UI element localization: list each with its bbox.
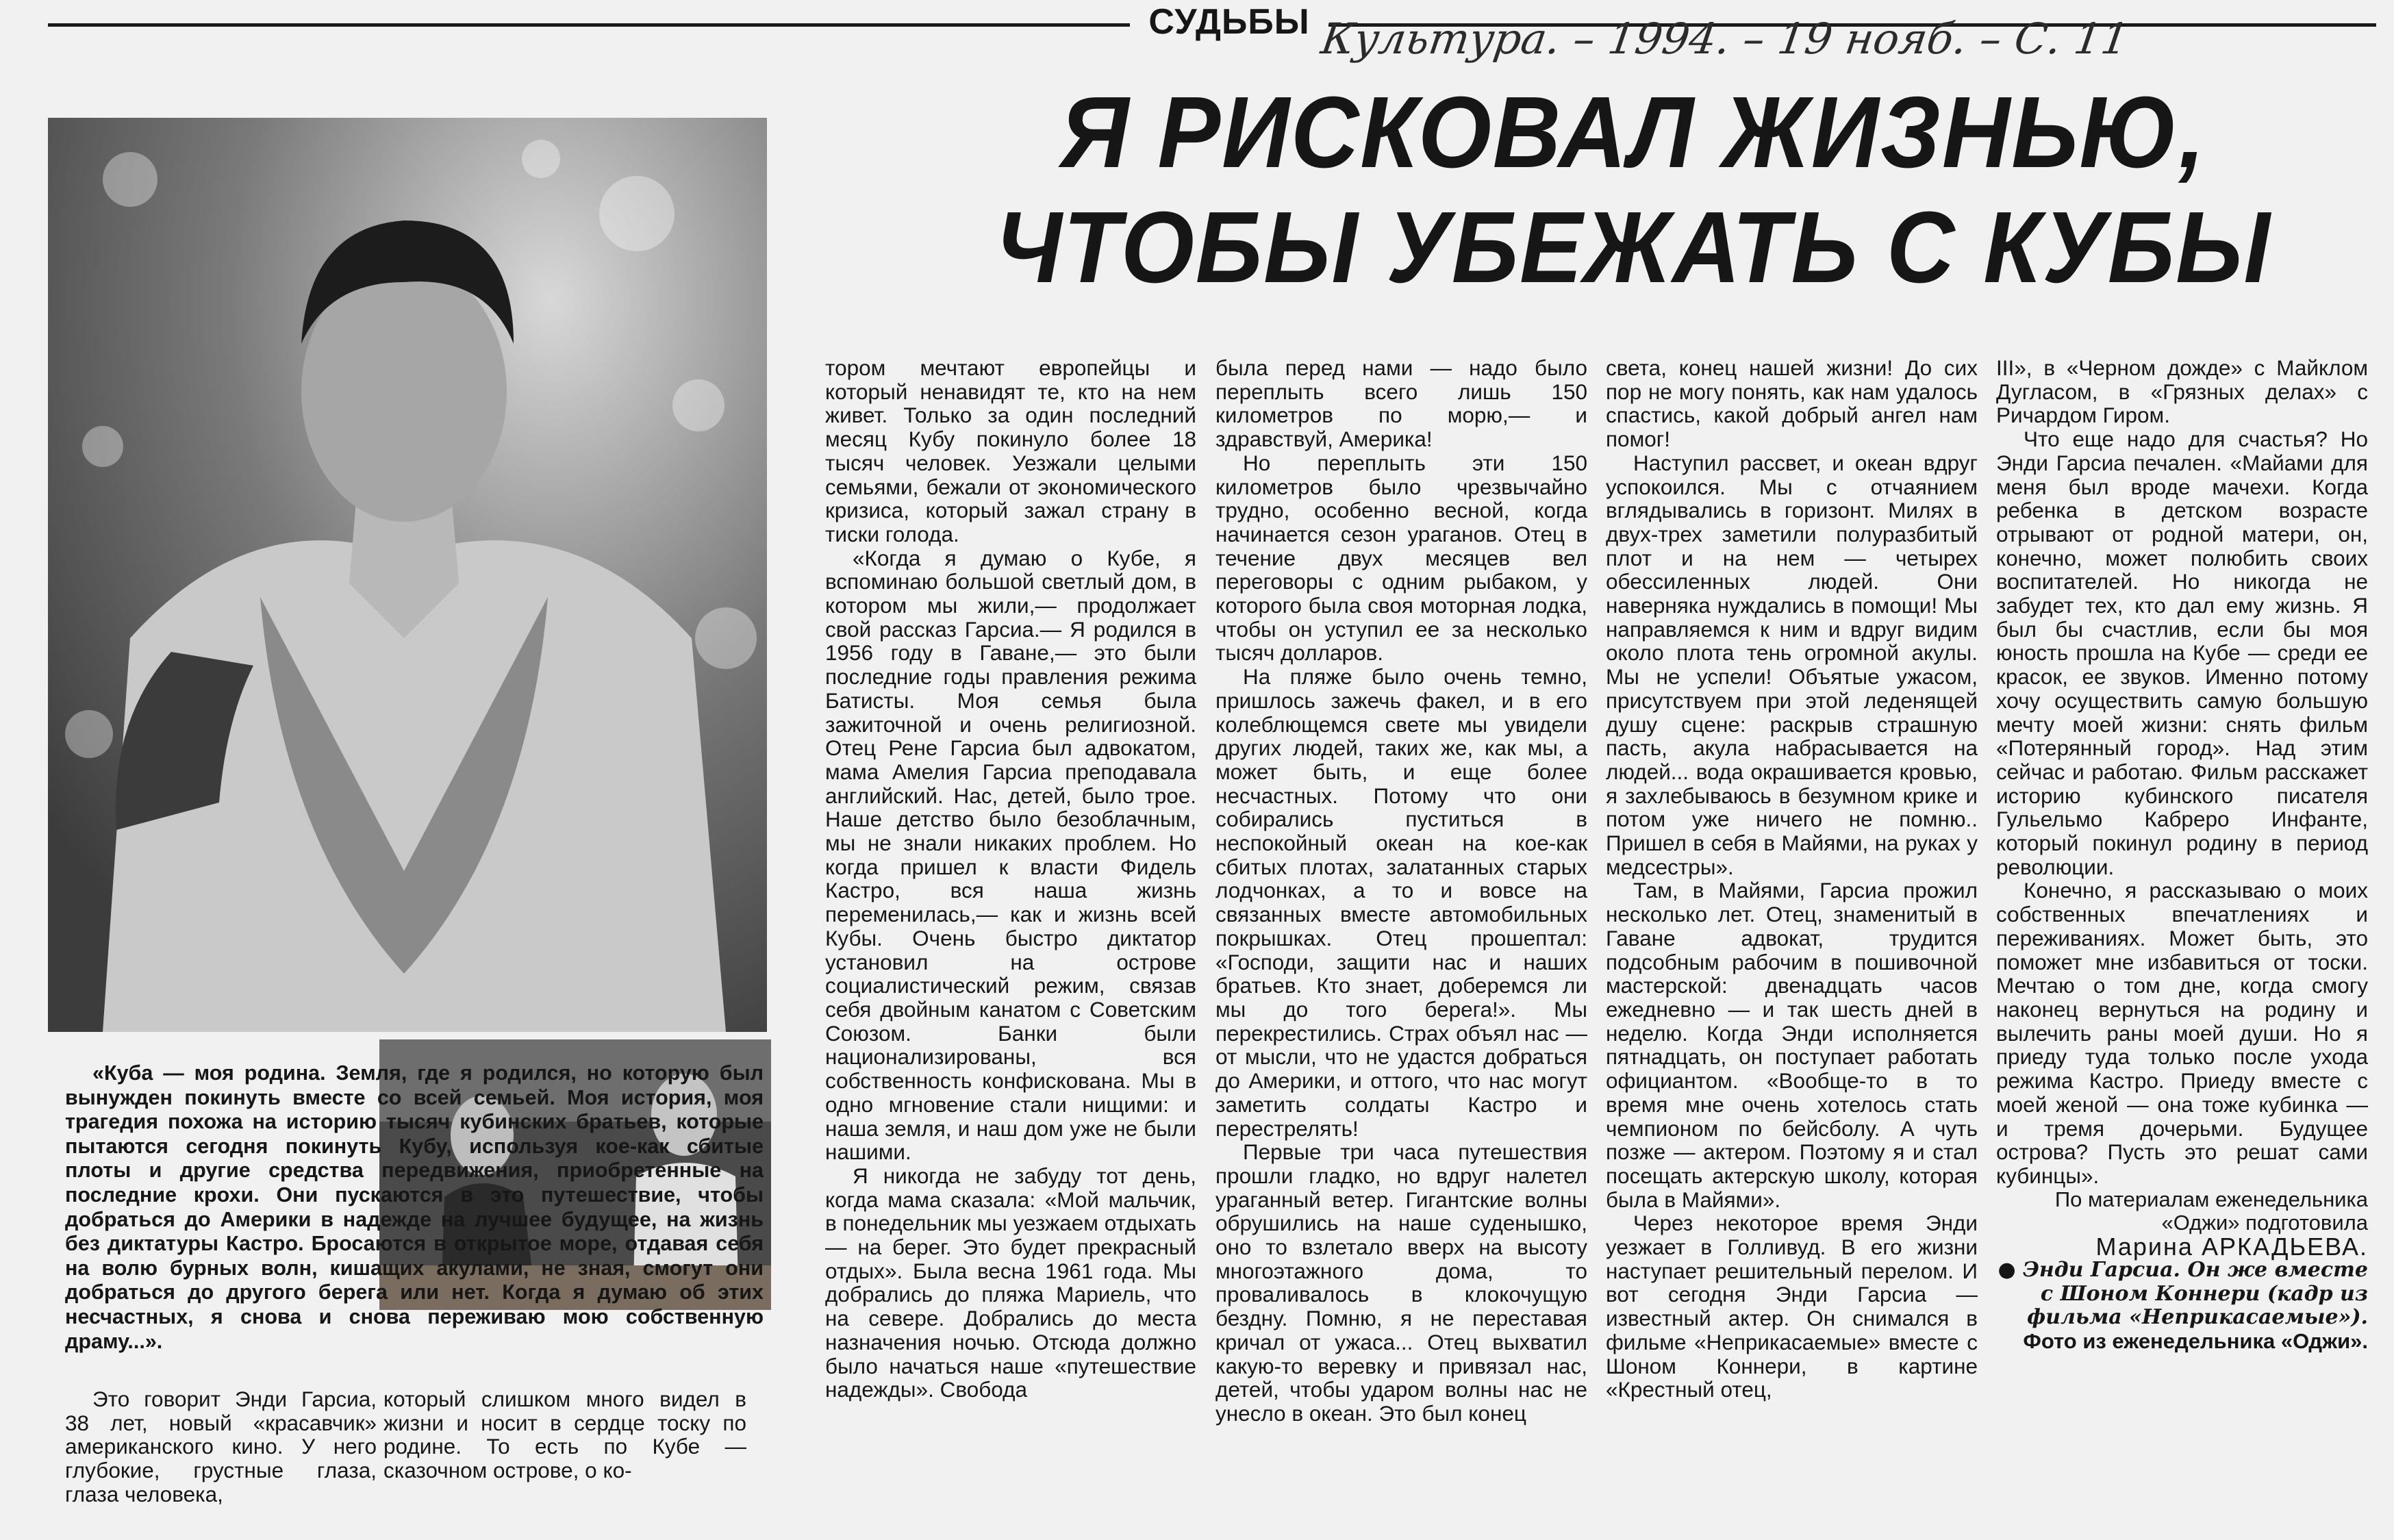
- lead-quote: «Куба — моя родина. Земля, где я родился, но которую был вынужден покинуть вместе со всей семьей. Моя история, моя трагедия похожа на историю тысяч кубинских братьев, которые пытаются сегодня покинуть Кубу, используя кое-как сбитые плоты и другие средства передвижения, приобретенные на последние крохи. Они пускаются в это путешествие, чтобы добраться до Америки в надежде на лучшее будущее, на жизнь без диктатуры Кастро. Бросаются в открытое море, отдавая себя на волю бурных волн, кишащих акулами, не зная, смогут они добраться до другого берега или нет. Когда я думаю об этих несчастных, я снова и снова переживаю мою собственную драму...».: [65, 1061, 764, 1353]
- author-byline: Марина АРКАДЬЕВА.: [2095, 1232, 2368, 1261]
- column-3: [825, 356, 1196, 1402]
- headline: [968, 75, 2299, 305]
- photo-source: Фото из еженедельника «Оджи».: [2023, 1328, 2368, 1353]
- column-5-paragraph: Наступил рассвет, и океан вдруг успокоился. Мы с отчаянием вглядывались в горизонт. Милях в двух-трех заметили полуразбитый плот и на нем — четырех обессиленных людей. Они наверняка нуждались в помощи! Мы направляемся к ним и вдруг видим около плота тень огромной акулы. Мы не успели! Объятые ужасом, присутствуем при этой леденящей душу сцене: раскрыв страшную пасть, акула набрасывается на людей... вода окрашивается кровью, я захлебываюсь в безумном крике и потом уже ничего не помню.. Пришел в себя в Майями, на руках у медсестры».: [1606, 450, 1978, 879]
- column-3-paragraph: Я никогда не забуду тот день, когда мама сказала: «Мой мальчик, в понедельник мы уезжаем отдыхать — на берег. Это будет прекрасный отдых». Была весна 1961 года. Мы добрались до пляжа Мариель, что на севере. Добрались до места назначения ночью. Отсюда должно было начаться наше «путешествие надежды». Свобода: [825, 1163, 1196, 1402]
- column-1: [65, 1387, 377, 1506]
- column-4-paragraph: На пляже было очень темно, пришлось зажечь факел, и в его колеблющемся свете мы увидели других людей, таких же, как мы, а может быть, и еще более несчастных. Потому что они собирались пуститься в неспокойный океан на кое-как сбитых плотах, залатанных старых лодчонках, а то и вовсе на связанных вместе автомобильных покрышках. Отец прошептал: «Господи, защити нас и наших братьев. Кто знает, доберемся ли мы до того берега!». Мы перекрестились. Страх объял нас — от мысли, что не удастся добраться до Америки, и оттого, что нас могут заметить солдаты Кастро и перестрелять!: [1215, 664, 1587, 1141]
- section-rubric: СУДЬБЫ: [1130, 1, 1328, 42]
- column-5-paragraph: Там, в Майями, Гарсиа прожил несколько лет. Отец, знаменитый в Гаване адвокат, трудится подсобным рабочим в пошивочной мастерской: двенадцать часов ежедневно — и так шесть дней в неделю. Когда Энди исполняется пятнадцать, он поступает работать официантом. «Вообще-то в то время мне очень хотелось стать чемпионом по бейсболу. А чуть позже — актером. Поэтому я и стал посещать актерскую школу, которая была в Майями».: [1606, 878, 1978, 1212]
- column-6-paragraph: Что еще надо для счастья? Но Энди Гарсиа печален. «Майами для меня был вроде мачехи. Когда ребенка в детском возрасте отрывают от родной матери, он, конечно, может полюбить своих воспитателей. Но никогда не забудет тех, кто дал ему жизнь. Я был бы счастлив, если бы моя юность прошла на Кубе — среди ее красок, ее звуков. Именно потому хочу осуществить самую большую мечту моей жизни: снять фильм «Потерянный город». Над этим сейчас и работаю. Фильм расскажет историю кубинского писателя Гульельмо Кабреро Инфанте, который покинул родину в период революции.: [1996, 427, 2368, 879]
- portrait-photo-art: [48, 118, 767, 1032]
- column-4-paragraph: Первые три часа путешествия прошли гладко, но вдруг налетел ураганный ветер. Гигантские волны обрушились на наше суденышко, оно то взлетало вверх на высоту многоэтажного дома, то проваливалось в клокочущую бездну. Помню, я не переставая кричал от ужаса... Отец выхватил какую-то веревку и привязал нас, детей, чтобы ударом волны нас не унесло в океан. Это был конец: [1215, 1139, 1587, 1426]
- column-6: [1996, 356, 2368, 1353]
- rubric-rule-left: [48, 23, 1130, 27]
- photo-caption: ● Энди Гарсиа. Он же вместе с Шоном Коннери (кадр из фильма «Неприкасаемые»).: [1998, 1258, 2368, 1330]
- handwritten-citation: Культура. – 1994. – 19 нояб. – С. 11: [1318, 14, 2132, 64]
- column-4-paragraph: Но переплыть эти 150 километров было чрезвычайно трудно, особенно весной, когда начинается сезон ураганов. Отец в течение двух месяцев вел переговоры с одним рыбаком, у которого была своя моторная лодка, чтобы он уступил ее за несколько тысяч долларов.: [1215, 450, 1587, 666]
- headline-line-2: ЧТОБЫ УБЕЖАТЬ С КУБЫ: [995, 191, 2271, 304]
- source-credit: По материалам еженедельника «Оджи» подготовила: [2054, 1187, 2368, 1235]
- column-2-text: который слишком много видел в жизни и носит в сердце тоску по родине. То есть по Кубе — сказочном острове, о ко-: [383, 1387, 746, 1483]
- column-2: [383, 1387, 746, 1482]
- column-6-paragraph: Конечно, я рассказываю о моих собственных впечатлениях и переживаниях. Может быть, это поможет мне избавиться от тоски. Мечтаю о том дне, когда смогу наконец вернуться на родину и вылечить раны моей души. Но я приеду туда только после ухода режима Кастро. Приеду вместе с моей женой — она тоже кубинка — и тремя дочерьми. Будущее острова? Пусть это решат сами кубинцы».: [1996, 878, 2368, 1188]
- column-3-paragraph: «Когда я думаю о Кубе, я вспоминаю большой светлый дом, в котором мы жили,— продолжает свой рассказ Гарсиа.— Я родился в 1956 году в Гаване,— это были последние годы правления режима Батисты. Моя семья была зажиточной и очень религиозной. Отец Рене Гарсиа был адвокатом, мама Амелия Гарсиа преподавала английский. Нас, детей, было трое. Наше детство было безоблачным, мы не знали никаких проблем. Но когда пришел к власти Фидель Кастро, вся наша жизнь переменилась,— как и жизнь всей Кубы. Очень быстро диктатор установил на острове социалистический режим, связав себя двойным канатом с Советским Союзом. Банки были национализированы, вся собственность конфискована. Мы в одно мгновение стали нищими: и наша земля, и наш дом уже не были нашими.: [825, 545, 1196, 1165]
- column-4-paragraph: была перед нами — надо было переплыть всего лишь 150 километров по морю,— и здравствуй, Америка!: [1215, 355, 1587, 452]
- column-5-paragraph: Через некоторое время Энди уезжает в Голливуд. В его жизни наступает решительный перелом. И вот сегодня Энди Гарсиа — известный актер. Он снимался в фильме «Неприкасаемые» вместе с Шоном Коннери, в картине «Крестный отец,: [1606, 1211, 1978, 1402]
- column-3-paragraph: тором мечтают европейцы и который ненавидят те, кто на нем живет. Только за один последний месяц Кубу покинуло более 18 тысяч человек. Уезжали целыми семьями, бежали от экономического кризиса, который зажал страну в тиски голода.: [825, 355, 1196, 546]
- column-5-paragraph: света, конец нашей жизни! До сих пор не могу понять, как нам удалось спастись, какой добрый ангел нам помог!: [1606, 355, 1978, 452]
- column-5: [1606, 356, 1978, 1402]
- column-4: [1215, 356, 1587, 1426]
- column-6-paragraph: III», в «Черном дожде» с Майклом Дугласом, в «Грязных делах» с Ричардом Гиром.: [1996, 355, 2368, 428]
- portrait-photo: [48, 118, 767, 1032]
- headline-line-1: Я РИСКОВАЛ ЖИЗНЬЮ,: [1060, 76, 2206, 189]
- column-1-text: Это говорит Энди Гарсиа, 38 лет, новый «красавчик» американского кино. У него глубокие, грустные глаза, глаза человека,: [65, 1387, 377, 1506]
